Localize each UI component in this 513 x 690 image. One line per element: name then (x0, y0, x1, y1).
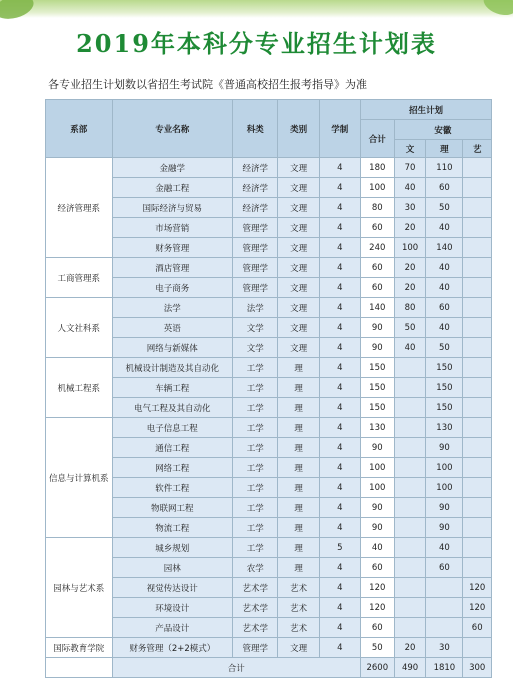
major-name-cell: 车辆工程 (112, 378, 232, 398)
plan-total-cell: 150 (360, 358, 394, 378)
plan-li-cell: 60 (426, 558, 463, 578)
plan-li-cell: 30 (426, 638, 463, 658)
major-name-cell: 电子信息工程 (112, 418, 232, 438)
plan-li-cell: 90 (426, 438, 463, 458)
type-cell: 文理 (278, 178, 319, 198)
years-cell: 4 (319, 518, 360, 538)
years-cell: 4 (319, 578, 360, 598)
major-name-cell: 英语 (112, 318, 232, 338)
major-name-cell: 酒店管理 (112, 258, 232, 278)
type-cell: 文理 (278, 238, 319, 258)
plan-wen-cell (394, 578, 426, 598)
years-cell: 4 (319, 218, 360, 238)
plan-yi-cell (463, 358, 492, 378)
dept-cell: 人文社科系 (46, 298, 113, 358)
plan-yi-cell (463, 318, 492, 338)
plan-yi-cell (463, 198, 492, 218)
category-cell: 管理学 (233, 258, 278, 278)
plan-total-cell: 130 (360, 418, 394, 438)
plan-yi-cell: 120 (463, 598, 492, 618)
years-cell: 4 (319, 258, 360, 278)
plan-yi-cell: 120 (463, 578, 492, 598)
type-cell: 文理 (278, 298, 319, 318)
category-cell: 工学 (233, 358, 278, 378)
years-cell: 4 (319, 558, 360, 578)
plan-li-cell (426, 598, 463, 618)
plan-li-cell: 40 (426, 318, 463, 338)
plan-wen-cell (394, 518, 426, 538)
major-name-cell: 物流工程 (112, 518, 232, 538)
plan-yi-cell (463, 218, 492, 238)
plan-wen-cell: 20 (394, 258, 426, 278)
major-name-cell: 机械设计制造及其自动化 (112, 358, 232, 378)
dept-cell: 工商管理系 (46, 258, 113, 298)
dept-cell: 园林与艺术系 (46, 538, 113, 638)
header-category: 科类 (233, 100, 278, 158)
plan-total-cell: 60 (360, 618, 394, 638)
major-name-cell: 视觉传达设计 (112, 578, 232, 598)
table-row (46, 318, 492, 338)
table-row (46, 238, 492, 258)
plan-li-cell: 50 (426, 338, 463, 358)
type-cell: 理 (278, 518, 319, 538)
plan-yi-cell: 60 (463, 618, 492, 638)
plan-total-cell: 50 (360, 638, 394, 658)
type-cell: 艺术 (278, 598, 319, 618)
summary-label: 合计 (112, 658, 360, 678)
major-name-cell: 园林 (112, 558, 232, 578)
header-yi: 艺 (463, 140, 492, 158)
enrollment-plan-table (45, 99, 492, 678)
type-cell: 理 (278, 538, 319, 558)
category-cell: 农学 (233, 558, 278, 578)
plan-yi-cell (463, 458, 492, 478)
plan-li-cell: 150 (426, 358, 463, 378)
table-row (46, 478, 492, 498)
table-row (46, 158, 492, 178)
type-cell: 文理 (278, 638, 319, 658)
header-total: 合计 (360, 120, 394, 158)
plan-yi-cell (463, 378, 492, 398)
table-row (46, 198, 492, 218)
category-cell: 管理学 (233, 278, 278, 298)
table-row (46, 578, 492, 598)
category-cell: 艺术学 (233, 598, 278, 618)
table-row (46, 398, 492, 418)
plan-li-cell: 100 (426, 478, 463, 498)
plan-yi-cell (463, 178, 492, 198)
type-cell: 文理 (278, 278, 319, 298)
plan-wen-cell: 20 (394, 218, 426, 238)
plan-total-cell: 40 (360, 538, 394, 558)
category-cell: 艺术学 (233, 618, 278, 638)
type-cell: 文理 (278, 338, 319, 358)
plan-li-cell: 60 (426, 298, 463, 318)
years-cell: 4 (319, 398, 360, 418)
plan-li-cell (426, 618, 463, 638)
plan-yi-cell (463, 418, 492, 438)
category-cell: 艺术学 (233, 578, 278, 598)
header-major: 专业名称 (112, 100, 232, 158)
years-cell: 4 (319, 358, 360, 378)
type-cell: 理 (278, 358, 319, 378)
plan-yi-cell (463, 438, 492, 458)
category-cell: 文学 (233, 338, 278, 358)
plan-li-cell: 130 (426, 418, 463, 438)
years-cell: 4 (319, 598, 360, 618)
type-cell: 艺术 (278, 618, 319, 638)
category-cell: 工学 (233, 518, 278, 538)
plan-li-cell: 150 (426, 398, 463, 418)
plan-total-cell: 90 (360, 518, 394, 538)
table-row (46, 438, 492, 458)
plan-li-cell: 40 (426, 278, 463, 298)
years-cell: 4 (319, 318, 360, 338)
plan-total-cell: 60 (360, 278, 394, 298)
plan-li-cell: 110 (426, 158, 463, 178)
type-cell: 理 (278, 458, 319, 478)
plan-wen-cell: 80 (394, 298, 426, 318)
major-name-cell: 城乡规划 (112, 538, 232, 558)
type-cell: 理 (278, 558, 319, 578)
dept-cell: 经济管理系 (46, 158, 113, 258)
plan-wen-cell (394, 458, 426, 478)
plan-wen-cell: 40 (394, 338, 426, 358)
table-row (46, 378, 492, 398)
major-name-cell: 通信工程 (112, 438, 232, 458)
plan-yi-cell (463, 238, 492, 258)
plan-wen-cell: 40 (394, 178, 426, 198)
plan-yi-cell (463, 558, 492, 578)
years-cell: 4 (319, 438, 360, 458)
years-cell: 4 (319, 298, 360, 318)
plan-total-cell: 90 (360, 338, 394, 358)
header-type: 类别 (278, 100, 319, 158)
category-cell: 管理学 (233, 638, 278, 658)
plan-total-cell: 150 (360, 378, 394, 398)
category-cell: 经济学 (233, 178, 278, 198)
summary-row (46, 658, 492, 678)
table-row (46, 618, 492, 638)
plan-li-cell: 150 (426, 378, 463, 398)
major-name-cell: 物联网工程 (112, 498, 232, 518)
table-row (46, 538, 492, 558)
plan-li-cell: 90 (426, 518, 463, 538)
summary-total-cell: 2600 (360, 658, 394, 678)
header-dept: 系部 (46, 100, 113, 158)
plan-wen-cell (394, 598, 426, 618)
plan-total-cell: 80 (360, 198, 394, 218)
plan-yi-cell (463, 518, 492, 538)
plan-yi-cell (463, 278, 492, 298)
years-cell: 4 (319, 458, 360, 478)
type-cell: 理 (278, 398, 319, 418)
major-name-cell: 网络与新媒体 (112, 338, 232, 358)
plan-wen-cell (394, 618, 426, 638)
major-name-cell: 金融工程 (112, 178, 232, 198)
type-cell: 理 (278, 438, 319, 458)
major-name-cell: 软件工程 (112, 478, 232, 498)
table-row (46, 458, 492, 478)
category-cell: 法学 (233, 298, 278, 318)
summary-wen-cell: 490 (394, 658, 426, 678)
table-row (46, 598, 492, 618)
major-name-cell: 市场营销 (112, 218, 232, 238)
years-cell: 4 (319, 378, 360, 398)
major-name-cell: 财务管理（2+2模式） (112, 638, 232, 658)
plan-wen-cell: 100 (394, 238, 426, 258)
table-row (46, 518, 492, 538)
header-li: 理 (426, 140, 463, 158)
plan-wen-cell (394, 558, 426, 578)
header-wen: 文 (394, 140, 426, 158)
dept-cell: 国际教育学院 (46, 638, 113, 658)
years-cell: 4 (319, 238, 360, 258)
page-note: 各专业招生计划数以省招生考试院《普通高校招生报考指导》为准 (48, 78, 367, 91)
plan-yi-cell (463, 258, 492, 278)
header-plan: 招生计划 (360, 100, 491, 120)
summary-li-cell: 1810 (426, 658, 463, 678)
type-cell: 文理 (278, 158, 319, 178)
plan-wen-cell: 50 (394, 318, 426, 338)
table-body (46, 158, 492, 678)
major-name-cell: 环境设计 (112, 598, 232, 618)
plan-wen-cell: 70 (394, 158, 426, 178)
plan-total-cell: 100 (360, 178, 394, 198)
category-cell: 文学 (233, 318, 278, 338)
type-cell: 文理 (278, 198, 319, 218)
major-name-cell: 电气工程及其自动化 (112, 398, 232, 418)
major-name-cell: 财务管理 (112, 238, 232, 258)
plan-li-cell: 50 (426, 198, 463, 218)
plan-total-cell: 100 (360, 458, 394, 478)
category-cell: 工学 (233, 418, 278, 438)
header-anhui: 安徽 (394, 120, 491, 140)
plan-yi-cell (463, 398, 492, 418)
type-cell: 理 (278, 418, 319, 438)
plan-li-cell: 40 (426, 218, 463, 238)
plan-wen-cell (394, 538, 426, 558)
plan-li-cell: 40 (426, 258, 463, 278)
table-row (46, 298, 492, 318)
plan-total-cell: 90 (360, 438, 394, 458)
summary-blank-cell (46, 658, 113, 678)
plan-total-cell: 240 (360, 238, 394, 258)
category-cell: 工学 (233, 538, 278, 558)
plan-wen-cell (394, 418, 426, 438)
decorative-header-band (0, 0, 513, 18)
years-cell: 4 (319, 178, 360, 198)
major-name-cell: 金融学 (112, 158, 232, 178)
major-name-cell: 法学 (112, 298, 232, 318)
category-cell: 工学 (233, 438, 278, 458)
category-cell: 工学 (233, 458, 278, 478)
plan-total-cell: 60 (360, 218, 394, 238)
type-cell: 艺术 (278, 578, 319, 598)
years-cell: 4 (319, 478, 360, 498)
major-name-cell: 国际经济与贸易 (112, 198, 232, 218)
years-cell: 4 (319, 338, 360, 358)
plan-li-cell: 140 (426, 238, 463, 258)
years-cell: 4 (319, 618, 360, 638)
plan-wen-cell (394, 378, 426, 398)
plan-yi-cell (463, 498, 492, 518)
plan-total-cell: 60 (360, 558, 394, 578)
category-cell: 经济学 (233, 158, 278, 178)
major-name-cell: 网络工程 (112, 458, 232, 478)
type-cell: 文理 (278, 318, 319, 338)
plan-total-cell: 150 (360, 398, 394, 418)
table-row (46, 498, 492, 518)
table-row (46, 178, 492, 198)
plan-wen-cell (394, 438, 426, 458)
plan-total-cell: 120 (360, 598, 394, 618)
plan-li-cell (426, 578, 463, 598)
dept-cell: 机械工程系 (46, 358, 113, 418)
summary-yi-cell: 300 (463, 658, 492, 678)
table-row (46, 338, 492, 358)
years-cell: 4 (319, 158, 360, 178)
type-cell: 文理 (278, 218, 319, 238)
plan-wen-cell: 20 (394, 278, 426, 298)
plan-total-cell: 60 (360, 258, 394, 278)
category-cell: 工学 (233, 398, 278, 418)
years-cell: 4 (319, 278, 360, 298)
plan-yi-cell (463, 538, 492, 558)
table-row (46, 418, 492, 438)
years-cell: 5 (319, 538, 360, 558)
plan-yi-cell (463, 158, 492, 178)
page-title: 2019年本科分专业招生计划表 (76, 29, 437, 58)
plan-total-cell: 90 (360, 318, 394, 338)
plan-wen-cell (394, 398, 426, 418)
plan-total-cell: 90 (360, 498, 394, 518)
years-cell: 4 (319, 498, 360, 518)
plan-wen-cell (394, 358, 426, 378)
category-cell: 经济学 (233, 198, 278, 218)
plan-wen-cell (394, 478, 426, 498)
years-cell: 4 (319, 418, 360, 438)
type-cell: 理 (278, 498, 319, 518)
table-row (46, 278, 492, 298)
category-cell: 工学 (233, 478, 278, 498)
plan-li-cell: 90 (426, 498, 463, 518)
plan-total-cell: 120 (360, 578, 394, 598)
plan-yi-cell (463, 298, 492, 318)
table-row (46, 558, 492, 578)
table-row (46, 218, 492, 238)
plan-wen-cell: 20 (394, 638, 426, 658)
category-cell: 工学 (233, 378, 278, 398)
plan-yi-cell (463, 338, 492, 358)
table-row (46, 258, 492, 278)
dept-cell: 信息与计算机系 (46, 418, 113, 538)
plan-wen-cell (394, 498, 426, 518)
plan-li-cell: 100 (426, 458, 463, 478)
years-cell: 4 (319, 198, 360, 218)
type-cell: 理 (278, 378, 319, 398)
plan-total-cell: 180 (360, 158, 394, 178)
major-name-cell: 电子商务 (112, 278, 232, 298)
plan-li-cell: 60 (426, 178, 463, 198)
plan-wen-cell: 30 (394, 198, 426, 218)
table-row (46, 358, 492, 378)
category-cell: 管理学 (233, 218, 278, 238)
plan-yi-cell (463, 638, 492, 658)
header-years: 学制 (319, 100, 360, 158)
category-cell: 管理学 (233, 238, 278, 258)
table-row (46, 638, 492, 658)
plan-total-cell: 140 (360, 298, 394, 318)
category-cell: 工学 (233, 498, 278, 518)
plan-yi-cell (463, 478, 492, 498)
major-name-cell: 产品设计 (112, 618, 232, 638)
years-cell: 4 (319, 638, 360, 658)
type-cell: 理 (278, 478, 319, 498)
type-cell: 文理 (278, 258, 319, 278)
plan-li-cell: 40 (426, 538, 463, 558)
plan-total-cell: 100 (360, 478, 394, 498)
